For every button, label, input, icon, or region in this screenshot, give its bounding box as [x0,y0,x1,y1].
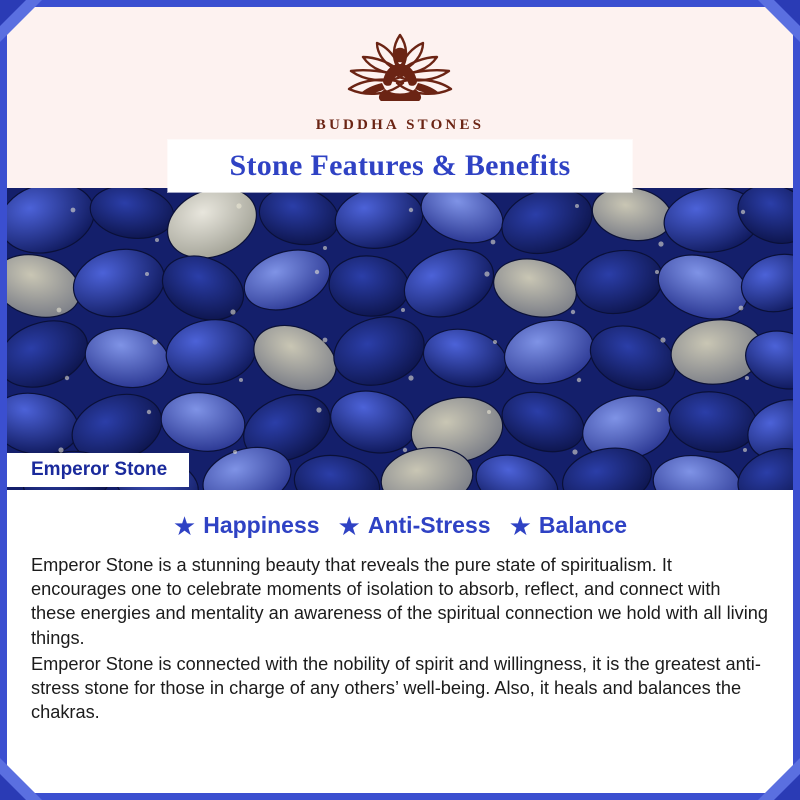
description-text [31,553,769,724]
benefit-item-balance [509,512,628,539]
content-panel [7,490,793,793]
frame-border-right [793,0,800,800]
frame-border-top [0,0,800,7]
brand-name: BUDDHA STONES [315,117,485,133]
corner-accent-bottom-right [774,774,800,800]
benefit-label: Anti-Stress [367,512,491,538]
benefits-row [31,512,769,539]
star-icon: ★ [508,510,532,541]
benefit-item-anti-stress [338,512,491,539]
lotus-meditation-icon [325,25,475,113]
description-paragraph-1: Emperor Stone is a stunning beauty that reveals the pure state of spiritualism. It encourages one to celebrate moments of isolation to absorb, reflect, and connect with these energies and mentality an awareness of the spiritual connection we hold with all living things. [31,555,769,648]
star-icon: ★ [172,510,197,541]
description-paragraph-2: Emperor Stone is connected with the nobility of spirit and willingness, it is the greatest anti-stress stone for those in charge of any others’ well-being. Also, it heals and balances the chakras. [31,653,761,723]
star-icon: ★ [337,510,361,541]
frame-border-left [0,0,7,800]
frame-border-bottom [0,793,800,800]
page-title-band [168,140,632,192]
corner-accent-top-left [0,0,26,26]
corner-accent-top-right [774,0,800,26]
page-title: Stone Features & Benefits [229,149,571,182]
benefit-item-happiness [173,512,320,539]
corner-accent-bottom-left [0,774,26,800]
benefit-label: Balance [538,512,628,538]
hero-caption [7,453,189,487]
hero-image [7,188,793,490]
benefit-label: Happiness [203,512,320,538]
hero-caption-label: Emperor Stone [31,459,168,480]
